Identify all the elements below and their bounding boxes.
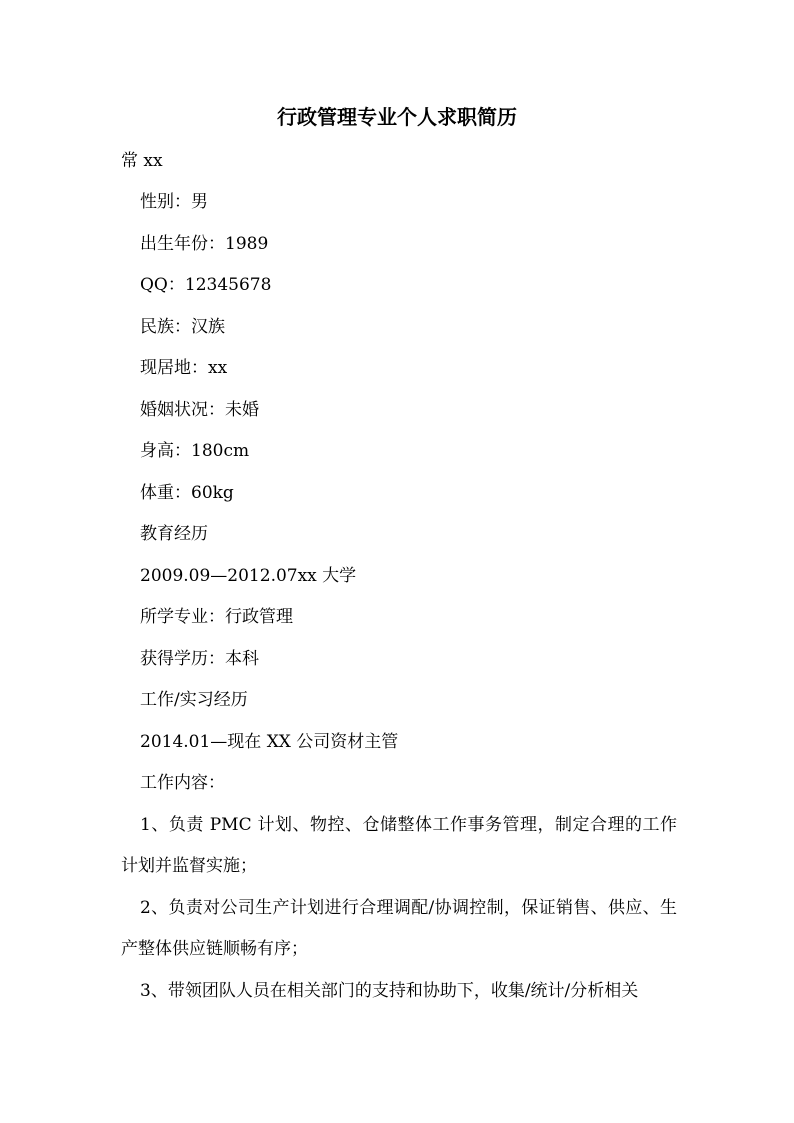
duty-paragraph-3: 3、带领团队人员在相关部门的支持和协助下，收集/统计/分析相关: [140, 981, 639, 1001]
duty-paragraph-2: 2、负责对公司生产计划进行合理调配/协调控制，保证销售、供应、生产整体供应链顺畅有序；: [121, 898, 677, 959]
qq-line: QQ：12345678: [140, 275, 272, 295]
education-period-line: 2009.09—2012.07xx 大学: [140, 566, 357, 586]
job-period-line: 2014.01—现在 XX 公司资材主管: [140, 732, 399, 752]
height-line: 身高：180cm: [140, 441, 250, 461]
job-content-heading: 工作内容：: [140, 773, 225, 793]
major-line: 所学专业：行政管理: [140, 607, 293, 627]
degree-line: 获得学历：本科: [140, 649, 259, 669]
gender-line: 性别：男: [140, 192, 208, 212]
marital-status-line: 婚姻状况：未婚: [140, 400, 259, 420]
duty-paragraph-1: 1、负责 PMC 计划、物控、仓储整体工作事务管理，制定合理的工作计划并监督实施；: [121, 815, 677, 876]
weight-line: 体重：60kg: [140, 483, 234, 503]
education-heading: 教育经历: [140, 524, 208, 544]
birth-year-line: 出生年份：1989: [140, 234, 269, 254]
ethnicity-line: 民族：汉族: [140, 317, 225, 337]
resume-title: 行政管理专业个人求职简历: [277, 105, 517, 129]
name-line: 常 xx: [121, 151, 163, 171]
residence-line: 现居地：xx: [140, 358, 228, 378]
work-experience-heading: 工作/实习经历: [140, 690, 248, 710]
